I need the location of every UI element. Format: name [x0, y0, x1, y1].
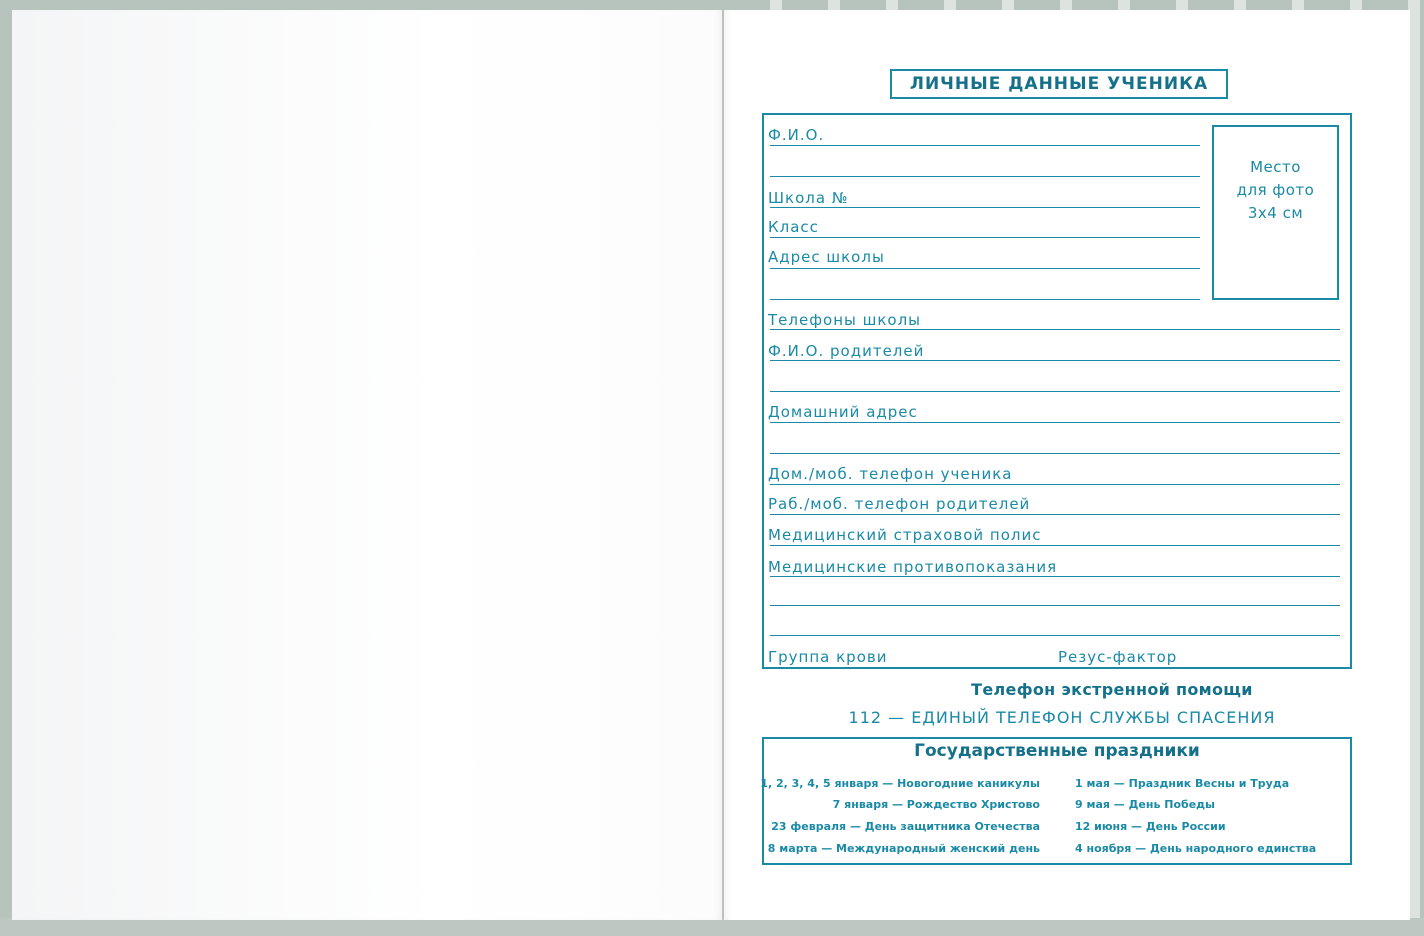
class-line	[770, 237, 1200, 238]
parents-fio-line-2	[770, 391, 1340, 392]
cover-bottom-edge	[0, 918, 1424, 936]
home-address-line-2	[770, 453, 1340, 454]
school-phones-label: Телефоны школы	[768, 311, 922, 329]
contraindications-line-3	[770, 635, 1340, 636]
emergency-title: Телефон экстренной помощи	[971, 680, 1253, 699]
parents-fio-label: Ф.И.О. родителей	[768, 342, 925, 360]
fio-label: Ф.И.О.	[768, 126, 825, 144]
school-address-line-2	[770, 299, 1200, 300]
fio-line-1	[770, 145, 1200, 146]
class-label: Класс	[768, 218, 819, 236]
blood-group-label: Группа крови	[768, 648, 888, 666]
holiday-right-3: 12 июня — День России	[1075, 820, 1226, 833]
holiday-right-4: 4 ноября — День народного единства	[1075, 842, 1317, 855]
holiday-right-1: 1 мая — Праздник Весны и Труда	[1075, 777, 1290, 790]
home-address-line-1	[770, 422, 1340, 423]
holiday-left-3: 23 февраля — День защитника Отечества	[771, 820, 1040, 833]
photo-label-line1: Место	[1250, 158, 1301, 176]
school-address-line-1	[770, 268, 1200, 269]
holidays-title: Государственные праздники	[914, 741, 1200, 761]
school-phones-line	[770, 329, 1340, 330]
photo-placeholder	[1212, 125, 1339, 300]
photo-label-line3: 3x4 см	[1247, 204, 1304, 222]
contraindications-line-2	[770, 605, 1340, 606]
emergency-number: 112 — ЕДИНЫЙ ТЕЛЕФОН СЛУЖБЫ СПАСЕНИЯ	[848, 708, 1276, 727]
student-phone-label: Дом./моб. телефон ученика	[768, 465, 1013, 483]
school-label: Школа №	[768, 189, 849, 207]
insurance-label: Медицинский страховой полис	[768, 526, 1042, 544]
school-line	[770, 207, 1200, 208]
holiday-right-2: 9 мая — День Победы	[1075, 798, 1215, 811]
parents-phone-label: Раб./моб. телефон родителей	[768, 495, 1031, 513]
parents-phone-line	[770, 514, 1340, 515]
school-address-label: Адрес школы	[768, 248, 885, 266]
holiday-left-4: 8 марта — Международный женский день	[767, 842, 1040, 855]
parents-fio-line-1	[770, 360, 1340, 361]
page-title: ЛИЧНЫЕ ДАННЫЕ УЧЕНИКА	[890, 69, 1228, 99]
fio-line-2	[770, 176, 1200, 177]
holiday-left-1: 1, 2, 3, 4, 5 января — Новогодние каникулы	[760, 777, 1040, 790]
photo-label-line2: для фото	[1236, 181, 1315, 199]
holiday-left-2: 7 января — Рождество Христово	[832, 798, 1040, 811]
rh-factor-label: Резус-фактор	[1058, 648, 1178, 666]
student-phone-line	[770, 484, 1340, 485]
insurance-line	[770, 545, 1340, 546]
home-address-label: Домашний адрес	[768, 403, 918, 421]
contraindications-line-1	[770, 576, 1340, 577]
contraindications-label: Медицинские противопоказания	[768, 558, 1058, 576]
left-blank-page	[12, 10, 722, 920]
